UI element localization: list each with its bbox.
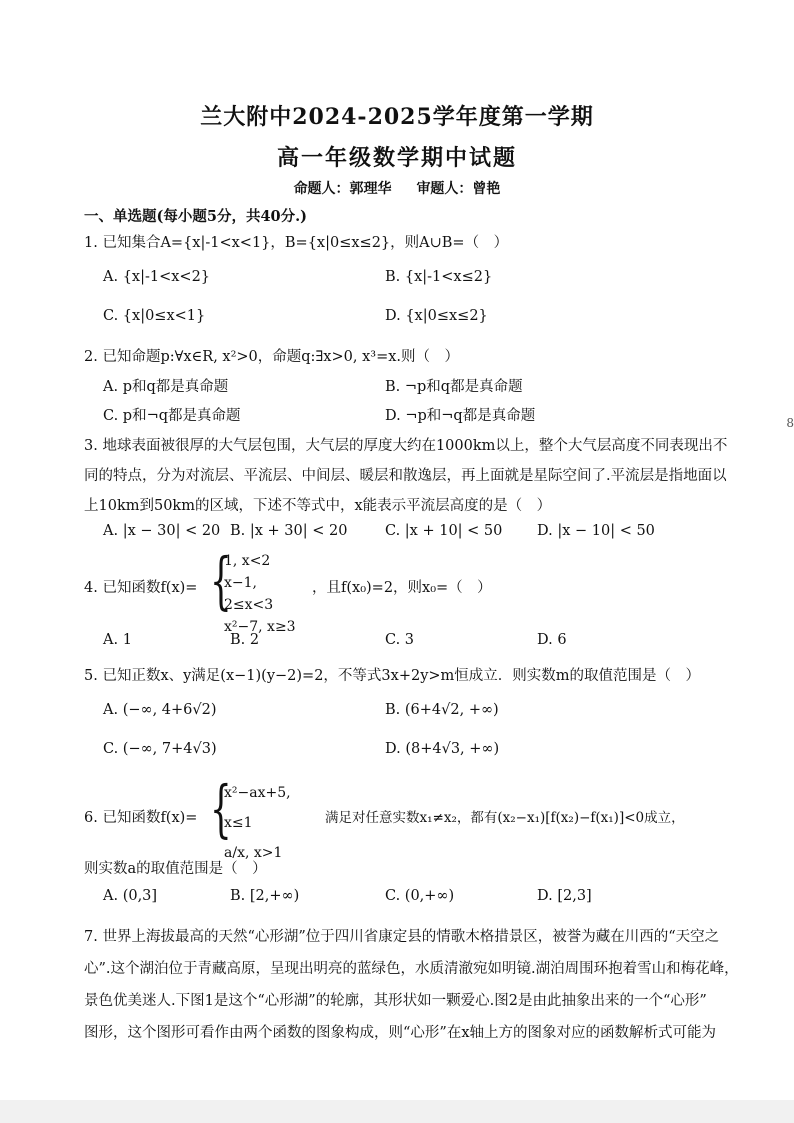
q4-piecewise-brace [210, 544, 310, 635]
q4-option-a: A. 1 [103, 632, 132, 648]
q7-line3: 景色优美迷人.下图1是这个“心形湖”的轮廓，其形状如一颗爱心.图2是由此抽象出来的一个“心形” [84, 993, 707, 1009]
q6-option-d: D. [2,3] [537, 888, 592, 904]
q6-option-a: A. (0,3] [103, 888, 158, 904]
q2-option-b: B. ¬p和q都是真命题 [385, 379, 523, 395]
q1-option-b: B. {x|-1<x≤2} [385, 269, 493, 285]
q4-case-2: x−1, 2≤x<3 [224, 575, 274, 613]
q5-stem: 5. 已知正数x、y满足(x−1)(y−2)=2，不等式3x+2y>m恒成立．则实数m的取值范围是（ ） [84, 668, 701, 684]
q3-option-c: C. |x + 10| < 50 [385, 523, 503, 539]
q6-option-b: B. [2,+∞) [230, 888, 300, 904]
left-brace-glyph: { [210, 544, 232, 617]
q6-case-2: a/x, x>1 [224, 845, 283, 861]
q6-prefix: 6. 已知函数f(x)= [84, 810, 198, 826]
q5-option-b: B. (6+4√2, +∞) [385, 702, 499, 718]
q4-option-b: B. 2 [230, 632, 260, 648]
q1-option-d: D. {x|0≤x≤2} [385, 308, 488, 324]
scan-bottom-shade [0, 1100, 794, 1123]
q6-piecewise-cases [224, 778, 322, 868]
q6-case-1: x²−ax+5, x≤1 [224, 785, 291, 831]
q3-option-b: B. |x + 30| < 20 [230, 523, 348, 539]
exam-title-line1: 兰大附中2024-2025学年度第一学期 [200, 104, 594, 130]
q2-option-d: D. ¬p和¬q都是真命题 [385, 408, 536, 424]
reviewer-name: 审题人：曾艳 [416, 181, 501, 197]
q6-line2: 则实数a的取值范围是（ ） [84, 861, 267, 877]
exam-title-line2: 高一年级数学期中试题 [276, 145, 517, 171]
q6-suffix: 满足对任意实数x₁≠x₂，都有(x₂−x₁)[f(x₂)−f(x₁)]<0成立， [325, 810, 685, 826]
q7-line2: 心”.这个湖泊位于青藏高原，呈现出明亮的蓝绿色，水质清澈宛如明镜.湖泊周围环抱着雪山和梅花峰， [84, 961, 739, 977]
q1-option-a: A. {x|-1<x<2} [103, 269, 211, 285]
q3-option-a: A. |x − 30| < 20 [103, 523, 221, 539]
q5-option-c: C. (−∞, 7+4√3) [103, 741, 217, 757]
q6-option-c: C. (0,+∞) [385, 888, 455, 904]
q4-suffix: ，且f(x₀)=2，则x₀=（ ） [312, 580, 492, 596]
q2-stem: 2. 已知命题p:∀x∈R, x²>0，命题q:∃x>0, x³=x.则（ ） [84, 349, 460, 365]
page-edge-mark: 8 [786, 416, 794, 430]
q1-option-c: C. {x|0≤x<1} [103, 308, 206, 324]
q7-line1: 7. 世界上海拔最高的天然“心形湖”位于四川省康定县的情歌木格措景区，被誉为藏在川西的“天空之 [84, 929, 720, 945]
q5-option-d: D. (8+4√3, +∞) [385, 741, 500, 757]
q3-line3: 上10km到50km的区域，下述不等式中，x能表示平流层高度的是（ ） [84, 498, 552, 514]
left-brace-glyph: { [210, 772, 232, 845]
q1-stem: 1. 已知集合A={x|-1<x<1}，B={x|0≤x≤2}，则A∪B=（ ） [84, 235, 509, 251]
q3-option-d: D. |x − 10| < 50 [537, 523, 655, 539]
q6-piecewise-brace [210, 772, 322, 861]
setter-name: 命题人：郭理华 [293, 181, 392, 197]
q5-option-a: A. (−∞, 4+6√2) [103, 702, 217, 718]
q2-option-c: C. p和¬q都是真命题 [103, 408, 241, 424]
q4-piecewise-cases [224, 550, 310, 638]
q4-option-d: D. 6 [537, 632, 567, 648]
q3-line1: 3. 地球表面被很厚的大气层包围，大气层的厚度大约在1000km以上，整个大气层高度不同表现出不 [84, 438, 728, 454]
q7-line4: 图形，这个图形可看作由两个函数的图象构成，则“心形”在x轴上方的图象对应的函数解析式可能为 [84, 1025, 716, 1041]
section-heading: 一、单选题(每小题5分，共40分.) [84, 208, 308, 225]
author-line [0, 178, 794, 198]
q4-option-c: C. 3 [385, 632, 415, 648]
q3-line2: 同的特点，分为对流层、平流层、中间层、暖层和散逸层，再上面就是星际空间了.平流层是指地面以 [84, 468, 727, 484]
q4-case-3: x²−7, x≥3 [224, 619, 296, 635]
q4-prefix: 4. 已知函数f(x)= [84, 580, 198, 596]
q4-case-1: 1, x<2 [224, 553, 271, 569]
q2-option-a: A. p和q都是真命题 [103, 379, 229, 395]
